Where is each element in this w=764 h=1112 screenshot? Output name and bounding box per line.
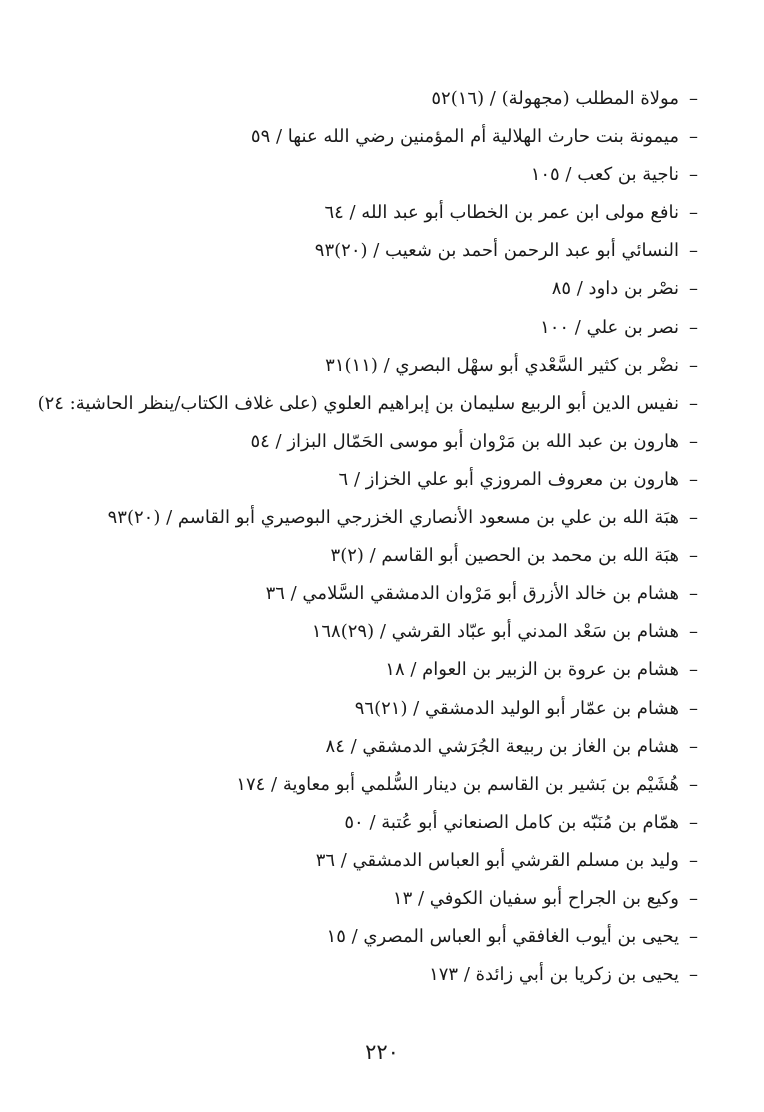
entry-text: نضْر بن كثير السَّعْدي أبو سهْل البصري / (١١)٣١: [325, 354, 679, 376]
index-entry: [58, 575, 698, 613]
entry-text: وكيع بن الجراح أبو سفيان الكوفي / ١٣: [392, 887, 679, 909]
entry-dash: –: [689, 964, 698, 986]
entry-text: نافع مولى ابن عمر بن الخطاب أبو عبد الله / ٦٤: [324, 202, 679, 224]
index-entry: [58, 766, 698, 804]
entry-text: هشام بن الغاز بن ربيعة الجُرَشي الدمشقي / ٨٤: [325, 735, 679, 757]
index-entry: [58, 80, 698, 118]
entry-dash: –: [689, 240, 698, 262]
entry-text: هُشَيْم بن بَشير بن القاسم بن دينار السُّلمي أبو معاوية / ١٧٤: [236, 773, 679, 795]
entry-dash: –: [689, 164, 698, 186]
entry-dash: –: [689, 773, 698, 795]
entry-text: ميمونة بنت حارث الهلالية أم المؤمنين رضي الله عنها / ٥٩: [250, 126, 679, 148]
index-entry: [58, 347, 698, 385]
entry-dash: –: [689, 126, 698, 148]
entry-text: هشام بن خالد الأزرق أبو مَرْوان الدمشقي السَّلامي / ٣٦: [265, 583, 679, 605]
index-entry: [58, 880, 698, 918]
entry-text: هبَة الله بن محمد بن الحصين أبو القاسم / (٢)٣: [330, 545, 679, 567]
entry-dash: –: [689, 697, 698, 719]
entry-dash: –: [689, 926, 698, 948]
entry-dash: –: [689, 507, 698, 529]
entry-text: نصْر بن داود / ٨٥: [551, 278, 679, 300]
entry-text: مولاة المطلب (مجهولة) / (١٦)٥٢: [431, 88, 679, 109]
entry-text: ناجية بن كعب / ١٠٥: [530, 164, 679, 186]
entry-dash: –: [689, 468, 698, 490]
index-entry: [58, 537, 698, 575]
index-entry: [58, 499, 698, 537]
entry-text: وليد بن مسلم القرشي أبو العباس الدمشقي / ٣٦: [315, 849, 679, 871]
entry-text: هشام بن سَعْد المدني أبو عبّاد القرشي / (٢٩)١٦٨: [311, 621, 679, 643]
entry-text: هبَة الله بن علي بن مسعود الأنصاري الخزرجي البوصيري أبو القاسم / (٢٠)٩٣: [107, 507, 679, 529]
entry-dash: –: [689, 278, 698, 300]
entry-dash: –: [689, 583, 698, 605]
index-entry: [58, 956, 698, 994]
entry-dash: –: [689, 316, 698, 338]
entry-dash: –: [689, 88, 698, 109]
index-entry: [58, 309, 698, 347]
entry-text: نفيس الدين أبو الربيع سليمان بن إبراهيم العلوي (على غلاف الكتاب/ينظر الحاشية: ٢٤): [37, 392, 679, 414]
entry-dash: –: [689, 811, 698, 833]
index-entry: [58, 918, 698, 956]
index-entry: [37, 385, 698, 423]
index-entry: [58, 461, 698, 499]
entry-text: هارون بن معروف المروزي أبو علي الخزاز / ٦: [338, 468, 679, 490]
index-entry: [58, 423, 698, 461]
entry-dash: –: [689, 735, 698, 757]
entry-text: هارون بن عبد الله بن مَرْوان أبو موسى الحَمّال البزاز / ٥٤: [250, 430, 679, 452]
index-entry: [58, 194, 698, 232]
index-entry: [58, 804, 698, 842]
index-entry: [58, 118, 698, 156]
entry-dash: –: [689, 887, 698, 909]
entry-text: هشام بن عمّار أبو الوليد الدمشقي / (٢١)٩٦: [354, 697, 679, 719]
index-entry: [58, 232, 698, 270]
entry-text: هشام بن عروة بن الزبير بن العوام / ١٨: [385, 659, 679, 681]
index-entry: [58, 728, 698, 766]
entry-text: نصر بن علي / ١٠٠: [540, 316, 679, 338]
entry-text: همّام بن مُنَبّه بن كامل الصنعاني أبو عُتبة / ٥٠: [344, 811, 679, 833]
index-entry: [58, 156, 698, 194]
index-entry: [58, 270, 698, 308]
entry-dash: –: [689, 621, 698, 643]
page-number: ٢٢٠: [365, 1040, 399, 1064]
name-index-list: [37, 80, 698, 994]
entry-dash: –: [689, 430, 698, 452]
entry-dash: –: [689, 354, 698, 376]
index-entry: [58, 842, 698, 880]
index-entry: [58, 613, 698, 651]
index-entry: [58, 690, 698, 728]
entry-dash: –: [689, 202, 698, 224]
entry-text: يحيى بن أيوب الغافقي أبو العباس المصري / ١٥: [326, 926, 679, 948]
entry-dash: –: [689, 849, 698, 871]
entry-dash: –: [689, 392, 698, 414]
entry-dash: –: [689, 545, 698, 567]
entry-text: يحيى بن زكريا بن أبي زائدة / ١٧٣: [429, 964, 679, 986]
entry-text: النسائي أبو عبد الرحمن أحمد بن شعيب / (٢٠)٩٣: [314, 240, 679, 262]
index-entry: [58, 651, 698, 689]
entry-dash: –: [689, 659, 698, 681]
